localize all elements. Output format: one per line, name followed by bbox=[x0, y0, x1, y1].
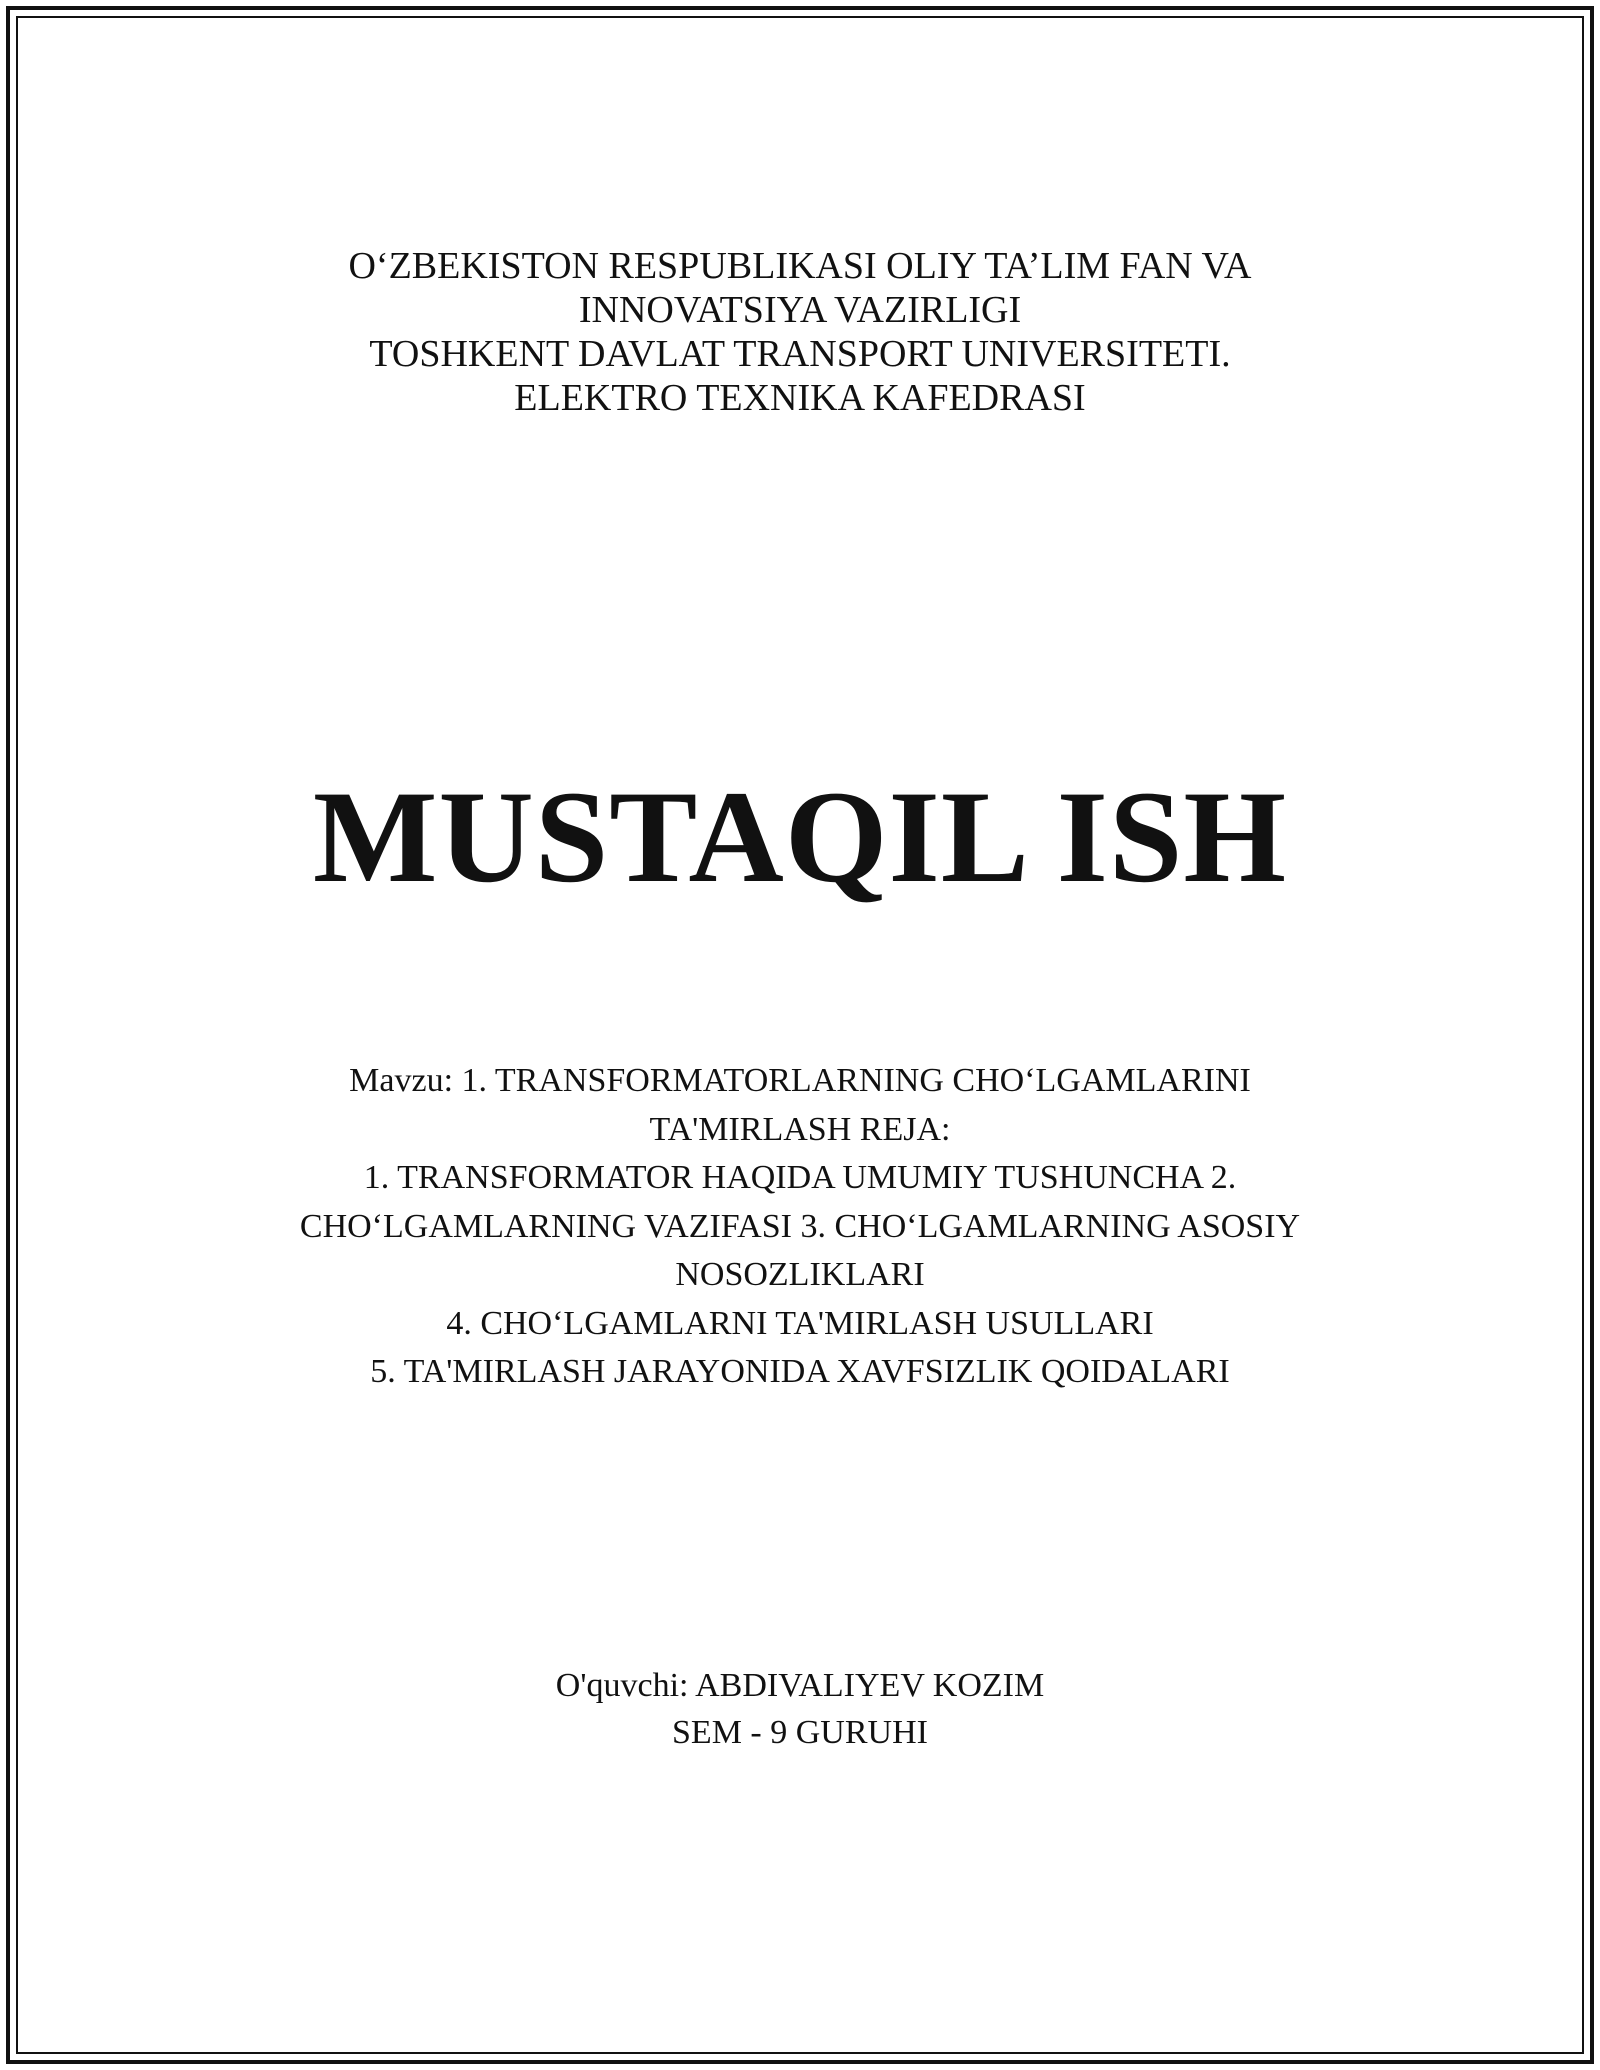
header-line-ministry-1: O‘ZBEKISTON RESPUBLIKASI OLIY TA’LIM FAN VA bbox=[348, 245, 1252, 287]
topic-line: 1. TRANSFORMATOR HAQIDA UMUMIY TUSHUNCHA 2. bbox=[363, 1159, 1237, 1196]
topic-line: 5. TA'MIRLASH JARAYONIDA XAVFSIZLIK QOIDALARI bbox=[370, 1353, 1230, 1390]
header-line-university: TOSHKENT DAVLAT TRANSPORT UNIVERSITETI. bbox=[369, 333, 1231, 375]
document-title: MUSTAQIL ISH bbox=[312, 763, 1288, 910]
student-info bbox=[0, 1662, 1600, 1756]
topic-line: NOSOZLIKLARI bbox=[675, 1256, 925, 1293]
header-line-ministry-2: INNOVATSIYA VAZIRLIGI bbox=[578, 289, 1022, 331]
topic-line: CHO‘LGAMLARNING VAZIFASI 3. CHO‘LGAMLARNING ASOSIY bbox=[299, 1207, 1301, 1245]
student-group: SEM - 9 GURUHI bbox=[672, 1714, 928, 1751]
student-name: O'quvchi: ABDIVALIYEV KOZIM bbox=[555, 1667, 1045, 1704]
institution-header bbox=[0, 244, 1600, 420]
topic-line: 4. CHO‘LGAMLARNI TA'MIRLASH USULLARI bbox=[446, 1304, 1154, 1342]
topic-line: TA'MIRLASH REJA: bbox=[649, 1110, 951, 1148]
header-line-department: ELEKTRO TEXNIKA KAFEDRASI bbox=[514, 377, 1086, 419]
topic-line: Mavzu: 1. TRANSFORMATORLARNING CHO‘LGAMLARINI bbox=[349, 1062, 1251, 1099]
topic-section bbox=[0, 1057, 1600, 1397]
